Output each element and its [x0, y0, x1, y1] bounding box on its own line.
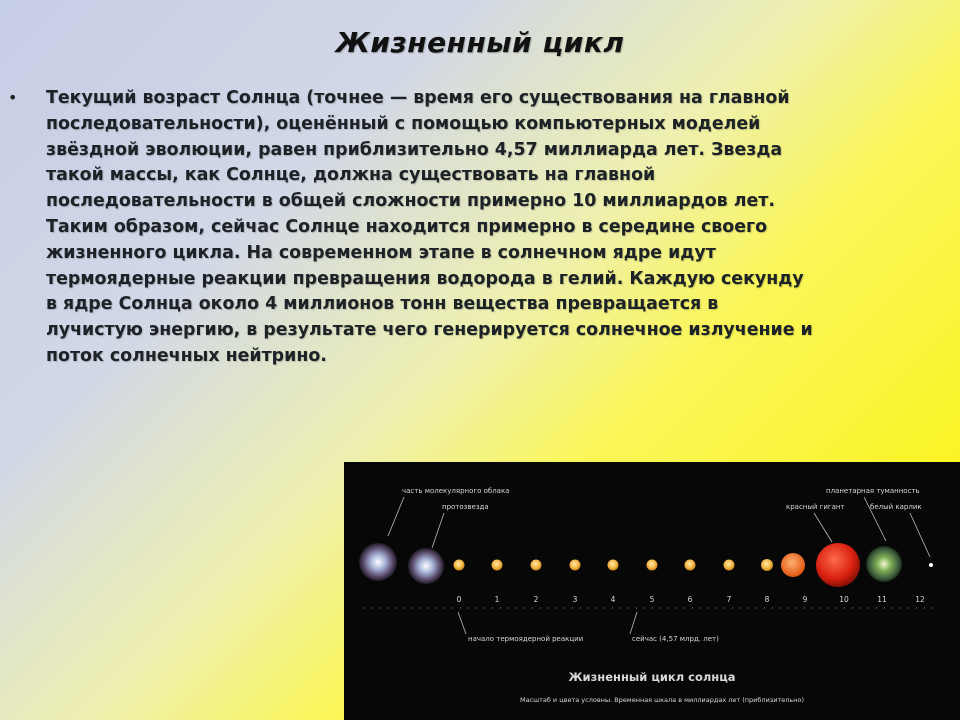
life-cycle-diagram	[344, 462, 960, 720]
tick-label-4: 4	[610, 595, 616, 604]
sun-stage-6	[685, 560, 696, 571]
body-paragraph: Текущий возраст Солнца (точнее — время его существования на главной последовательности), оценённый с помощью компьютерных моделей звёздной эволюции, равен приблизительно 4,57 миллиарда лет. Звезда такой массы, как Солнце, должна существовать на главной последовательности в общей сложности примерно 10 миллиардов лет. Таким образом, сейчас Солнце находится примерно в середине своего жизненного цикла. На современном этапе в солнечном ядре идут термоядерные реакции превращения водорода в гелий. Каждую секунду в ядре Солнца около 4 миллионов тонн вещества превращается в лучистую энергию, в результате чего генерируется солнечное излучение и поток солнечных нейтрино.	[46, 88, 813, 366]
tick-label-10: 10	[839, 595, 849, 604]
sun-stage-4	[608, 560, 619, 571]
sun-stage-7	[724, 560, 735, 571]
protostar-image	[408, 548, 444, 584]
tick-label-11: 11	[877, 595, 887, 604]
label-white-dwarf: белый карлик	[870, 503, 922, 511]
white-dwarf-image	[929, 563, 933, 567]
tick-label-5: 5	[649, 595, 655, 604]
pointer-line-cloud	[388, 497, 404, 536]
bullet-marker: •	[8, 88, 18, 107]
molecular-cloud-image	[359, 543, 397, 581]
tick-label-7: 7	[726, 595, 732, 604]
tick-label-12: 12	[915, 595, 925, 604]
tick-label-6: 6	[687, 595, 693, 604]
label-planetary-nebula: планетарная туманность	[826, 487, 920, 495]
label-fusion-start: начало термоядерной реакции	[468, 635, 584, 643]
pointer-line-now	[630, 612, 637, 634]
tick-label-2: 2	[533, 595, 539, 604]
sun-stage-9	[781, 553, 805, 577]
red-giant-image	[816, 543, 860, 587]
planetary-nebula-image	[866, 546, 902, 582]
sun-life-cycle-figure	[344, 462, 960, 720]
tick-label-1: 1	[494, 595, 500, 604]
pointer-line-protostar	[432, 513, 444, 548]
pointer-line-fusion-start	[458, 612, 466, 634]
label-molecular-cloud: часть молекулярного облака	[402, 487, 510, 495]
sun-stage-2	[531, 560, 542, 571]
tick-label-9: 9	[802, 595, 808, 604]
figure-caption: Жизненный цикл солнца	[568, 670, 736, 684]
tick-label-3: 3	[572, 595, 578, 604]
pointer-line-red-giant	[814, 513, 832, 542]
figure-note: Масштаб и цвета условны. Временная шкала в миллиардах лет (приблизительно)	[519, 696, 805, 704]
sun-stage-8	[761, 559, 773, 571]
label-protostar: протозвезда	[442, 503, 489, 511]
slide-title: Жизненный цикл	[335, 26, 625, 59]
pointer-line-white-dwarf	[910, 513, 930, 557]
label-now: сейчас (4,57 млрд. лет)	[632, 635, 719, 643]
label-red-giant: красный гигант	[786, 503, 845, 511]
sun-stage-3	[570, 560, 581, 571]
tick-label-0: 0	[456, 595, 462, 604]
sun-stage-1	[492, 560, 503, 571]
tick-label-8: 8	[764, 595, 770, 604]
sun-stage-0	[454, 560, 465, 571]
sun-stage-5	[647, 560, 658, 571]
